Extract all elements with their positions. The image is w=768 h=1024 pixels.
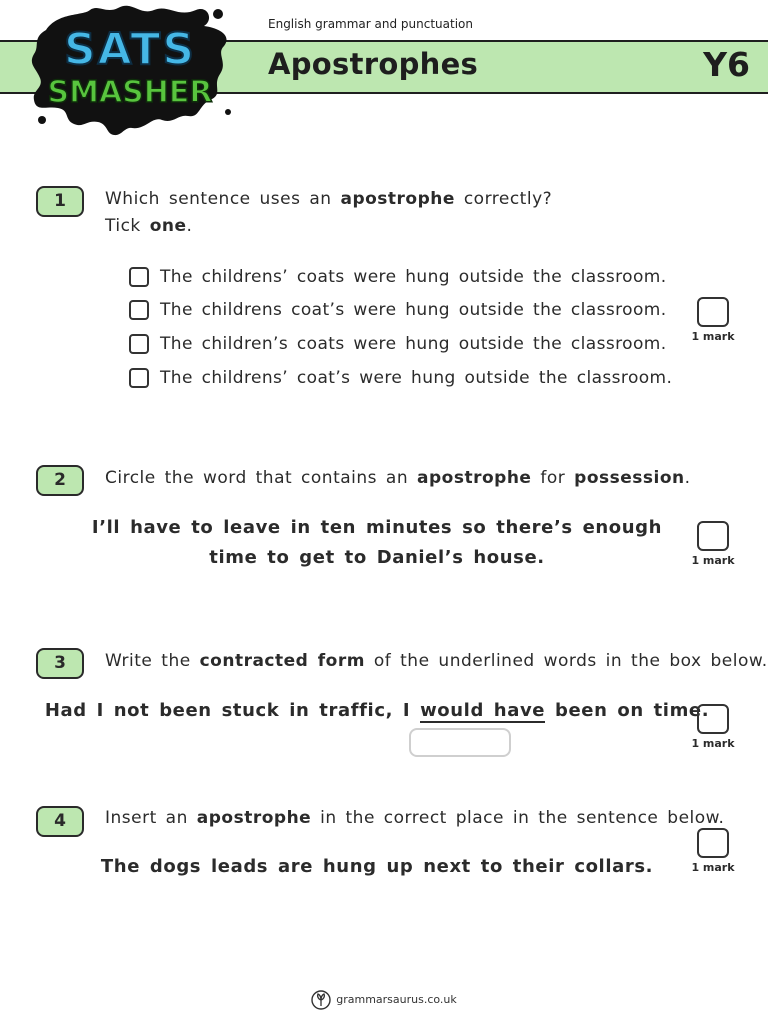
tick-checkbox[interactable] <box>129 267 149 287</box>
tick-checkbox[interactable] <box>129 300 149 320</box>
option-label: The childrens coat’s were hung outside the classroom. <box>160 300 667 320</box>
option-label: The childrens’ coats were hung outside the classroom. <box>160 267 667 287</box>
question-number-4: 4 <box>36 806 84 837</box>
q1-option-3[interactable] <box>129 332 667 356</box>
q1-option-2[interactable] <box>129 298 667 322</box>
contraction-answer-box[interactable] <box>409 728 511 757</box>
q4-mark <box>690 828 736 874</box>
logo-text-sats: SATS <box>63 24 197 75</box>
mark-label: 1 mark <box>691 737 735 750</box>
question-3-prompt: Write the contracted form of the underlined words in the box below. <box>105 651 768 671</box>
question-3-sentence: Had I not been stuck in traffic, I would have been on time. <box>44 700 710 721</box>
grammarsaurus-leaf-icon <box>311 990 331 1010</box>
q3-mark <box>690 704 736 750</box>
question-number-2: 2 <box>36 465 84 496</box>
footer-site: grammarsaurus.co.uk <box>336 993 457 1006</box>
mark-box[interactable] <box>697 828 729 858</box>
mark-label: 1 mark <box>691 554 735 567</box>
page-title: Apostrophes <box>268 47 479 81</box>
mark-box[interactable] <box>697 521 729 551</box>
question-2-prompt: Circle the word that contains an apostrophe for possession. <box>105 468 691 488</box>
q1-option-1[interactable] <box>129 265 667 289</box>
mark-box[interactable] <box>697 297 729 327</box>
footer <box>0 990 768 1010</box>
tick-checkbox[interactable] <box>129 334 149 354</box>
question-4-sentence: The dogs leads are hung up next to their collars. <box>100 856 654 877</box>
mark-box[interactable] <box>697 704 729 734</box>
subject-subtitle: English grammar and punctuation <box>268 17 473 31</box>
question-1-instruction: Tick one. <box>105 216 193 236</box>
question-4-prompt: Insert an apostrophe in the correct place in the sentence below. <box>105 808 725 828</box>
question-number-1: 1 <box>36 186 84 217</box>
logo-text-smasher: SMASHER <box>47 75 213 110</box>
q2-mark <box>690 521 736 567</box>
mark-label: 1 mark <box>691 861 735 874</box>
q1-option-4[interactable] <box>129 366 672 390</box>
option-label: The childrens’ coat’s were hung outside the classroom. <box>160 368 673 388</box>
question-number-3: 3 <box>36 648 84 679</box>
year-badge: Y6 <box>703 45 750 84</box>
tick-checkbox[interactable] <box>129 368 149 388</box>
question-2-sentence-line-1: I’ll have to leave in ten minutes so there’s enough <box>91 517 663 538</box>
sats-smasher-logo <box>28 2 233 137</box>
question-2-sentence-line-2: time to get to Daniel’s house. <box>209 547 545 568</box>
q1-mark <box>690 297 736 343</box>
option-label: The children’s coats were hung outside the classroom. <box>160 334 667 354</box>
underlined-words: would have <box>420 700 546 721</box>
question-1-prompt: Which sentence uses an apostrophe correctly? <box>105 189 553 209</box>
mark-label: 1 mark <box>691 330 735 343</box>
